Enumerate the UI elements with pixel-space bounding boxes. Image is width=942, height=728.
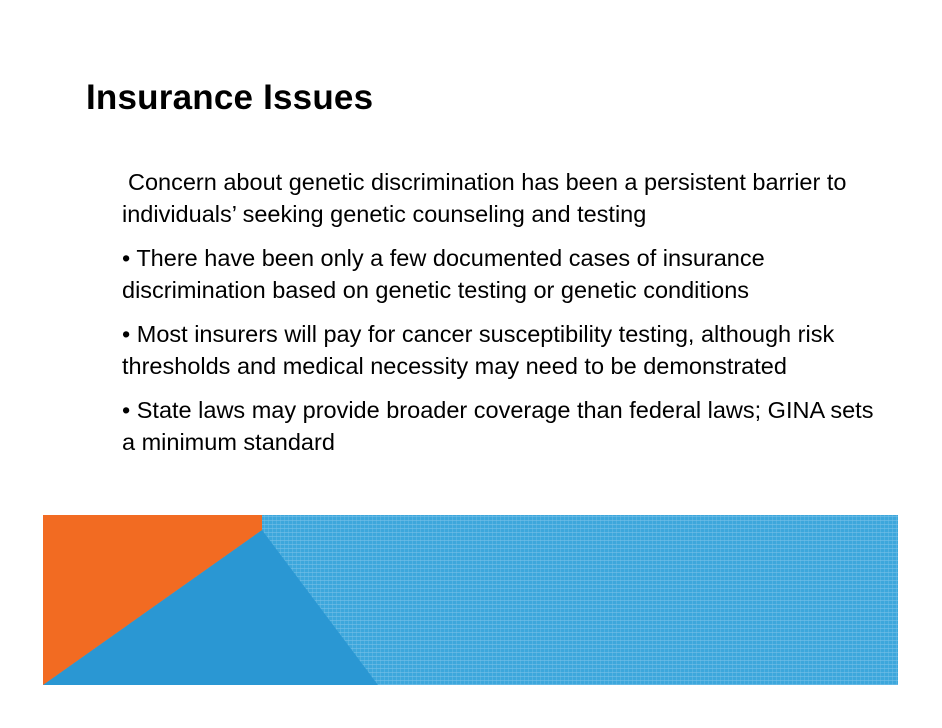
slide-body [122, 166, 892, 470]
bullet-state-laws: • State laws may provide broader coverage than federal laws; GINA sets a minimum standard [122, 397, 874, 455]
intro-paragraph: Concern about genetic discrimination has been a persistent barrier to individuals’ seeking genetic counseling and testing [122, 169, 847, 227]
bullet-insurers-pay: • Most insurers will pay for cancer susceptibility testing, although risk thresholds and medical necessity may need to be demonstrated [122, 321, 835, 379]
bullet-documented-cases: • There have been only a few documented cases of insurance discrimination based on genetic testing or genetic conditions [122, 245, 765, 303]
slide-title: Insurance Issues [86, 78, 374, 117]
